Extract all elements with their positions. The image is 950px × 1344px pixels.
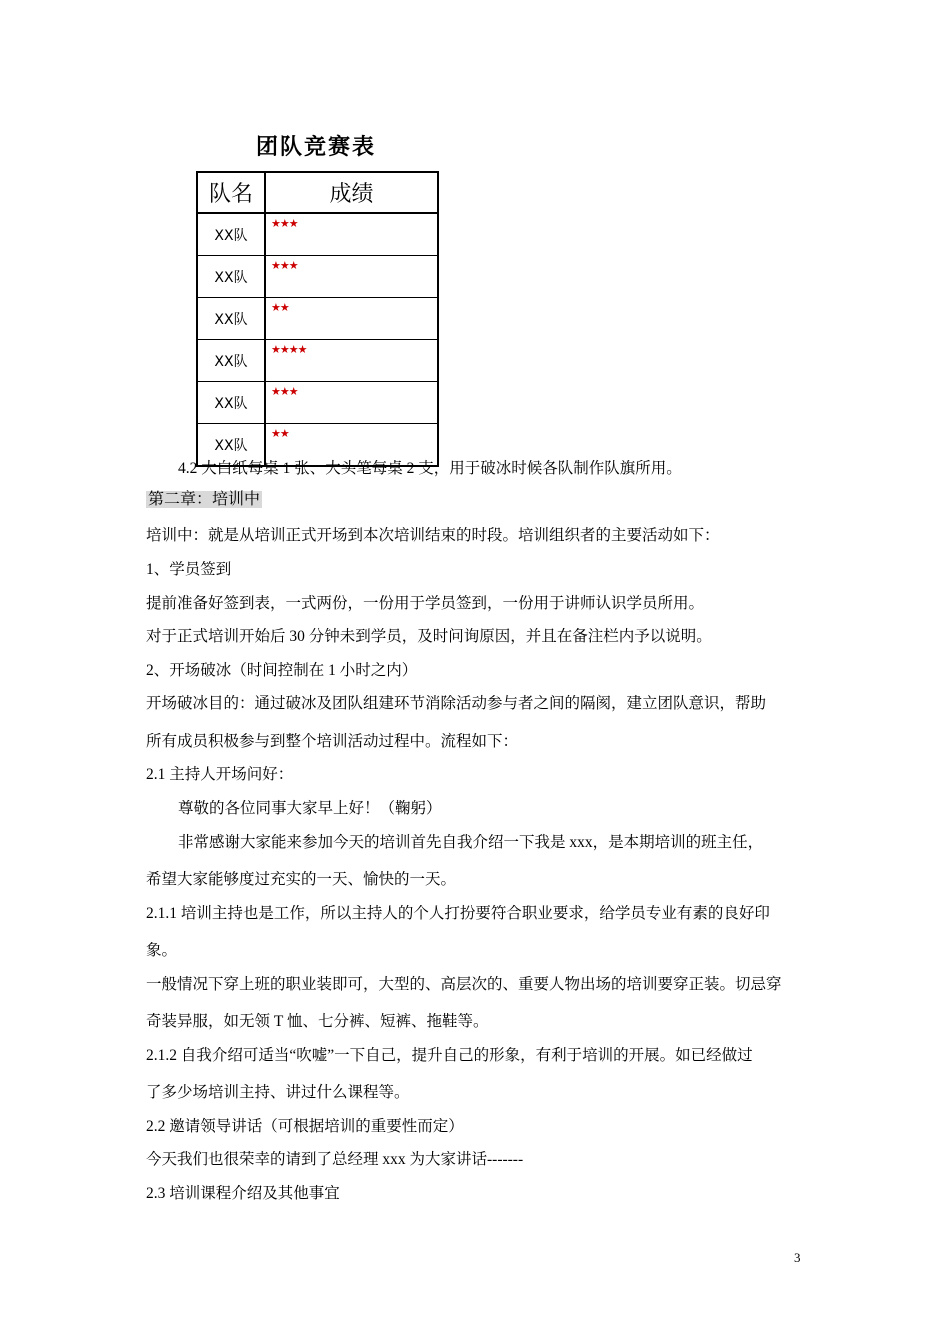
paragraph-thanks-line1: 非常感谢大家能来参加今天的培训首先自我介绍一下我是 xxx，是本期培训的班主任，: [178, 834, 764, 851]
team-name: XX队: [197, 256, 265, 298]
paragraph-sign-in-2: 对于正式培训开始后 30 分钟未到学员，及时问询原因，并且在备注栏内予以说明。: [146, 628, 712, 645]
star-rating: ★★★★: [265, 340, 438, 382]
star-rating: ★★: [265, 298, 438, 340]
paragraph-sign-in-1: 提前准备好签到表，一式两份，一份用于学员签到，一份用于讲师认识学员所用。: [146, 595, 705, 612]
paragraph-dress-line2: 奇装异服，如无领 T 恤、七分裤、短裤、拖鞋等。: [146, 1013, 489, 1030]
paragraph-2-1-1-line2: 象。: [146, 942, 178, 959]
paragraph-leader-speech: 今天我们也很荣幸的请到了总经理 xxx 为大家讲话-------: [146, 1151, 524, 1168]
star-rating: ★★★: [265, 256, 438, 298]
paragraph-thanks-line2: 希望大家能够度过充实的一天、愉快的一天。: [146, 871, 457, 888]
star-rating: ★★★: [265, 213, 438, 256]
paragraph-dress-line1: 一般情况下穿上班的职业装即可，大型的、高层次的、重要人物出场的培训要穿正装。切忌穿: [146, 976, 782, 993]
team-name: XX队: [197, 382, 265, 424]
section-1-heading: 1、学员签到: [146, 561, 232, 578]
paragraph-2-1-2-line1: 2.1.2 自我介绍可适当“吹嘘”一下自己，提升自己的形象，有利于培训的开展。如已经做过: [146, 1047, 753, 1064]
paragraph-icebreak-line1: 开场破冰目的：通过破冰及团队组建环节消除活动参与者之间的隔阂，建立团队意识，帮助: [146, 695, 767, 712]
paragraph-2-1-1-line1: 2.1.1 培训主持也是工作，所以主持人的个人打扮要符合职业要求，给学员专业有素的良好印: [146, 905, 770, 922]
table-row: [197, 340, 438, 382]
table-row: [197, 213, 438, 256]
star-rating: ★★: [265, 424, 438, 467]
table-header-row: [197, 172, 438, 213]
chapter-heading-text: 第二章：培训中: [148, 491, 261, 508]
header-score: 成绩: [265, 172, 438, 213]
section-2-2-heading: 2.2 邀请领导讲话（可根据培训的重要性而定）: [146, 1118, 464, 1135]
team-score-table: [196, 171, 439, 467]
paragraph-4-2: 4.2 大白纸每桌 1 张、大头笔每桌 2 支，用于破冰时候各队制作队旗所用。: [178, 460, 682, 477]
team-name: XX队: [197, 298, 265, 340]
table-title: 团队竞赛表: [255, 135, 376, 160]
table-row: [197, 256, 438, 298]
header-team: 队名: [197, 172, 265, 213]
section-2-heading: 2、开场破冰（时间控制在 1 小时之内）: [146, 662, 418, 679]
paragraph-icebreak-line2: 所有成员积极参与到整个培训活动过程中。流程如下：: [146, 733, 519, 750]
section-2-3-heading: 2.3 培训课程介绍及其他事宜: [146, 1185, 340, 1202]
paragraph-greeting: 尊敬的各位同事大家早上好！（鞠躬）: [178, 800, 442, 817]
section-2-1-heading: 2.1 主持人开场问好：: [146, 766, 294, 783]
table-row: [197, 298, 438, 340]
team-name: XX队: [197, 213, 265, 256]
paragraph-2-1-2-line2: 了多少场培训主持、讲过什么课程等。: [146, 1084, 410, 1101]
team-name: XX队: [197, 424, 265, 467]
page-number: 3: [794, 1250, 801, 1265]
paragraph-intro: 培训中：就是从培训正式开场到本次培训结束的时段。培训组织者的主要活动如下：: [146, 527, 720, 544]
star-rating: ★★★: [265, 382, 438, 424]
team-name: XX队: [197, 340, 265, 382]
chapter-heading: [146, 490, 262, 510]
table-row: [197, 382, 438, 424]
